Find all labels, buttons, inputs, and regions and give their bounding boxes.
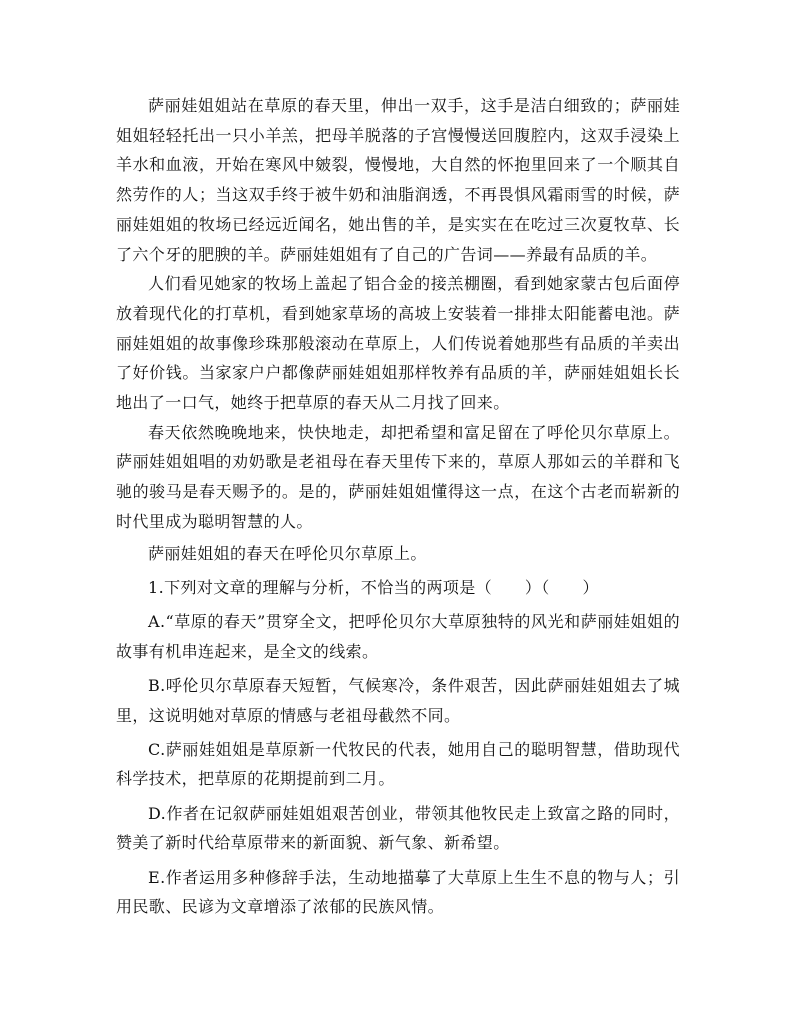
passage-paragraph-closing: 萨丽娃姐姐的春天在呼伦贝尔草原上。 [148, 543, 427, 563]
option-e: E.作者运用多种修辞手法，生动地描摹了大草原上生生不息的物与人；引用民歌、民谚为文章增添了浓郁的民族风情。 [116, 867, 680, 917]
option-b: B.呼伦贝尔草原春天短暂，气候寒冷，条件艰苦，因此萨丽娃姐姐去了城里，这说明她对草原的情感与老祖母截然不同。 [116, 675, 680, 725]
passage-paragraph-3: 春天依然晚晚地来，快快地走，却把希望和富足留在了呼伦贝尔草原上。萨丽娃姐姐唱的劝奶歌是老祖母在春天里传下来的，草原人那如云的羊群和飞驰的骏马是春天赐予的。是的，萨丽娃姐姐懂得这一点，在这个古老而崭新的时代里成为聪明智慧的人。 [116, 422, 680, 531]
option-a: A.“草原的春天”贯穿全文，把呼伦贝尔大草原独特的风光和萨丽娃姐姐的故事有机串连起来，是全文的线索。 [116, 611, 680, 661]
option-d: D.作者在记叙萨丽娃姐姐艰苦创业，带领其他牧民走上致富之路的同时，赞美了新时代给草原带来的新面貌、新气象、新希望。 [116, 803, 680, 853]
passage-paragraph-1: 萨丽娃姐姐站在草原的春天里，伸出一双手，这手是洁白细致的；萨丽娃姐姐轻轻托出一只小羊羔，把母羊脱落的子宫慢慢送回腹腔内，这双手浸染上羊水和血液，开始在寒风中皴裂，慢慢地，大自然的怀抱里回来了一个顺其自然劳作的人；当这双手终于被牛奶和油脂润透，不再畏惧风霜雨雪的时候，萨丽娃姐姐的牧场已经远近闻名，她出售的羊，是实实在在吃过三次夏牧草、长了六个牙的肥腴的羊。萨丽娃姐姐有了自己的广告词——养最有品质的羊。 [116, 96, 680, 264]
document-page [116, 91, 680, 922]
option-c: C.萨丽娃姐姐是草原新一代牧民的代表，她用自己的聪明智慧，借助现代科学技术，把草原的花期提前到二月。 [116, 739, 680, 789]
passage-paragraph-2: 人们看见她家的牧场上盖起了铝合金的接羔棚圈，看到她家蒙古包后面停放着现代化的打草机，看到她家草场的高坡上安装着一排排太阳能蓄电池。萨丽娃姐姐的故事像珍珠那般滚动在草原上，人们传说着她那些有品质的羊卖出了好价钱。当家家户户都像萨丽娃姐姐那样牧养有品质的羊，萨丽娃姐姐长长地出了一口气，她终于把草原的春天从二月找了回来。 [116, 274, 680, 413]
question-stem: 1.下列对文章的理解与分析，不恰当的两项是（ ）（ ） [148, 577, 599, 597]
